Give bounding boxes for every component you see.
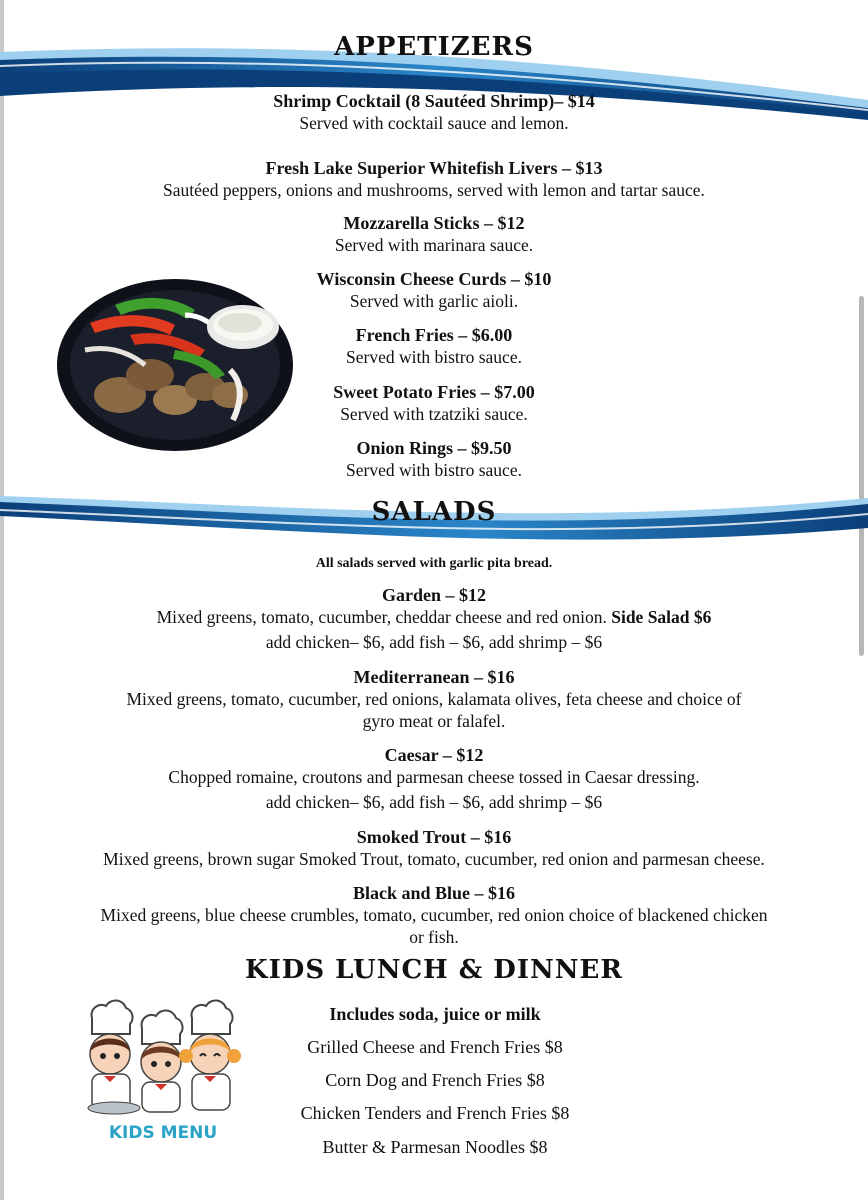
menu-item (0, 744, 868, 813)
kids-note: Includes soda, juice or milk (329, 1004, 541, 1024)
item-desc: Sautéed peppers, onions and mushrooms, served with lemon and tartar sauce. (163, 180, 705, 200)
kids-menu-logo-text: KIDS MENU (108, 1123, 218, 1143)
item-name: Mediterranean – $16 (353, 667, 515, 687)
menu-item (0, 157, 868, 201)
menu-item (0, 212, 868, 256)
kids-item (220, 1069, 650, 1091)
menu-item (0, 584, 868, 653)
kids-menu-logo (74, 996, 252, 1144)
kids-item-text: Corn Dog and French Fries $8 (325, 1070, 545, 1090)
item-name: Fresh Lake Superior Whitefish Livers – $13 (265, 158, 603, 178)
item-name: Sweet Potato Fries – $7.00 (333, 382, 535, 402)
side-salad-price: Side Salad $6 (611, 607, 712, 627)
kids-item (220, 1102, 650, 1124)
item-desc: Served with tzatziki sauce. (340, 404, 528, 424)
item-desc: or fish. (409, 927, 459, 947)
item-desc: Served with cocktail sauce and lemon. (299, 113, 569, 133)
kids-item (220, 1136, 650, 1158)
item-desc (0, 606, 868, 628)
item-name: Smoked Trout – $16 (356, 827, 512, 847)
item-name: Mozzarella Sticks – $12 (343, 213, 525, 233)
item-addons: add chicken– $6, add fish – $6, add shrimp – $6 (265, 632, 603, 652)
item-name: Onion Rings – $9.50 (356, 438, 512, 458)
menu-item (0, 666, 868, 732)
item-desc: Served with bistro sauce. (346, 460, 522, 480)
kids-item (220, 1036, 650, 1058)
item-name: Black and Blue – $16 (352, 883, 516, 903)
kids-item-text: Chicken Tenders and French Fries $8 (300, 1103, 570, 1123)
kids-title: KIDS LUNCH & DINNER (245, 955, 623, 985)
item-desc: Served with garlic aioli. (349, 291, 519, 311)
menu-item (0, 882, 868, 948)
item-addons: add chicken– $6, add fish – $6, add shrimp – $6 (265, 792, 603, 812)
item-desc: Served with bistro sauce. (346, 347, 522, 367)
item-desc: Served with marinara sauce. (334, 235, 534, 255)
menu-item (0, 826, 868, 870)
appetizers-title: APPETIZERS (334, 32, 534, 62)
item-desc: Mixed greens, brown sugar Smoked Trout, tomato, cucumber, red onion and parmesan cheese. (103, 849, 765, 869)
kids-item-text: Butter & Parmesan Noodles $8 (322, 1137, 548, 1157)
item-name: Wisconsin Cheese Curds – $10 (316, 269, 552, 289)
item-name: French Fries – $6.00 (355, 325, 513, 345)
item-name: Garden – $12 (381, 585, 486, 605)
salads-title: SALADS (371, 497, 497, 527)
item-name: Caesar – $12 (384, 745, 484, 765)
salads-note: All salads served with garlic pita bread. (315, 556, 553, 571)
kids-item-text: Grilled Cheese and French Fries $8 (307, 1037, 563, 1057)
item-name: Shrimp Cocktail (8 Sautéed Shrimp)– $14 (273, 91, 595, 111)
item-desc-text: Mixed greens, tomato, cucumber, cheddar cheese and red onion. (156, 607, 607, 627)
item-desc: Chopped romaine, croutons and parmesan cheese tossed in Caesar dressing. (168, 767, 700, 787)
item-desc: Mixed greens, blue cheese crumbles, tomato, cucumber, red onion choice of blackened chicken (100, 905, 768, 925)
item-desc: Mixed greens, tomato, cucumber, red onions, kalamata olives, feta cheese and choice of (126, 689, 742, 709)
menu-item (0, 90, 868, 134)
item-desc: gyro meat or falafel. (362, 711, 506, 731)
food-plate-photo (55, 275, 295, 455)
